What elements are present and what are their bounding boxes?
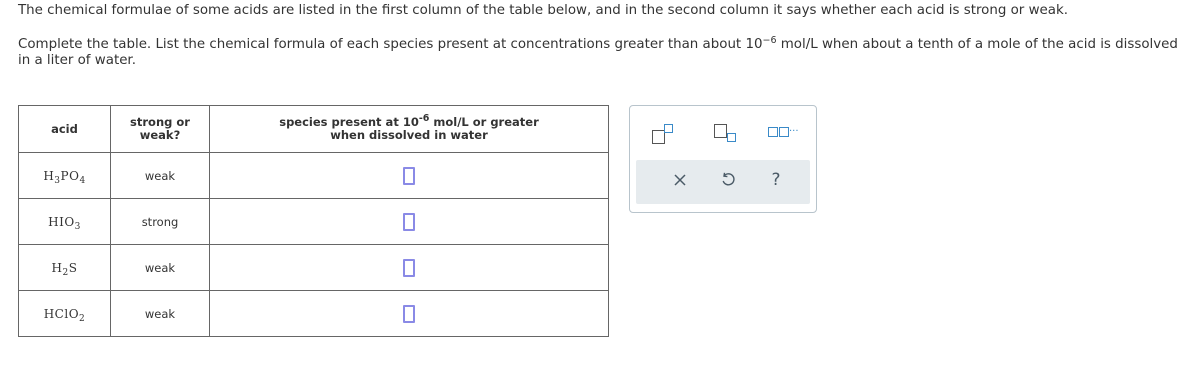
formula-part: HClO xyxy=(43,306,80,321)
formula-subscript: 2 xyxy=(62,267,69,278)
subscript-button[interactable] xyxy=(712,122,738,144)
acid-strength: weak xyxy=(111,245,210,291)
header-species-pre: species present at 10 xyxy=(279,115,419,129)
clear-button[interactable] xyxy=(670,172,690,192)
list-box-1 xyxy=(768,127,778,137)
acid-strength: weak xyxy=(111,153,210,199)
subscript-sub-box xyxy=(727,133,736,142)
intro-text: The chemical formulae of some acids are listed in the first column of the table below, and in the second column it says whether each acid is strong or weak. xyxy=(18,3,1068,18)
formula-subscript: 2 xyxy=(79,313,86,324)
help-button[interactable] xyxy=(766,169,786,193)
instruction-text xyxy=(18,37,1183,69)
header-acid: acid xyxy=(19,106,111,153)
undo-icon xyxy=(720,171,736,187)
formula-part: H xyxy=(43,168,55,183)
species-answer-input[interactable] xyxy=(403,167,415,185)
header-species-line2: when dissolved in water xyxy=(330,128,488,142)
formula-subscript: 4 xyxy=(79,175,86,186)
instruction-exponent: −6 xyxy=(762,35,777,46)
header-strength-line1: strong or xyxy=(130,115,190,129)
species-cell xyxy=(210,153,609,199)
acid-formula xyxy=(19,199,111,245)
species-answer-input[interactable] xyxy=(403,213,415,231)
header-species-exp: -6 xyxy=(418,113,430,124)
answer-palette xyxy=(629,105,817,213)
clear-icon xyxy=(673,173,687,187)
header-species-post: mol/L or greater xyxy=(429,115,539,129)
acid-table xyxy=(18,105,609,337)
subscript-base-box xyxy=(714,124,727,138)
help-icon: ? xyxy=(771,170,781,190)
superscript-button[interactable] xyxy=(650,122,674,144)
palette-actions xyxy=(636,160,810,204)
superscript-exp-box xyxy=(664,124,673,133)
table-row xyxy=(19,245,609,291)
formula-part: HIO xyxy=(48,214,75,229)
table-row xyxy=(19,291,609,337)
instruction-after: mol/L when about a tenth of a mole of the acid is dissolved in a liter of water. xyxy=(18,37,1178,68)
species-answer-input[interactable] xyxy=(403,305,415,323)
species-answer-input[interactable] xyxy=(403,259,415,277)
list-button[interactable] xyxy=(768,123,812,142)
table-row xyxy=(19,153,609,199)
header-strength xyxy=(111,106,210,153)
acid-strength: strong xyxy=(111,199,210,245)
undo-button[interactable] xyxy=(718,171,738,191)
header-row xyxy=(19,106,609,153)
table-row xyxy=(19,199,609,245)
formula-part: H xyxy=(51,260,63,275)
instruction-before: Complete the table. List the chemical formula of each species present at concentrations greater than about 10 xyxy=(18,37,763,52)
list-ellipsis: ... xyxy=(789,123,799,134)
header-strength-line2: weak? xyxy=(139,128,181,142)
acid-formula xyxy=(19,245,111,291)
species-cell xyxy=(210,245,609,291)
acid-formula xyxy=(19,153,111,199)
formula-subscript: 3 xyxy=(74,221,81,232)
formula-part: PO xyxy=(60,168,80,183)
header-species xyxy=(210,106,609,153)
species-cell xyxy=(210,199,609,245)
acid-strength: weak xyxy=(111,291,210,337)
formula-part: S xyxy=(68,260,78,275)
list-box-2 xyxy=(779,127,789,137)
species-cell xyxy=(210,291,609,337)
formula-subscript: 3 xyxy=(54,175,61,186)
acid-formula xyxy=(19,291,111,337)
